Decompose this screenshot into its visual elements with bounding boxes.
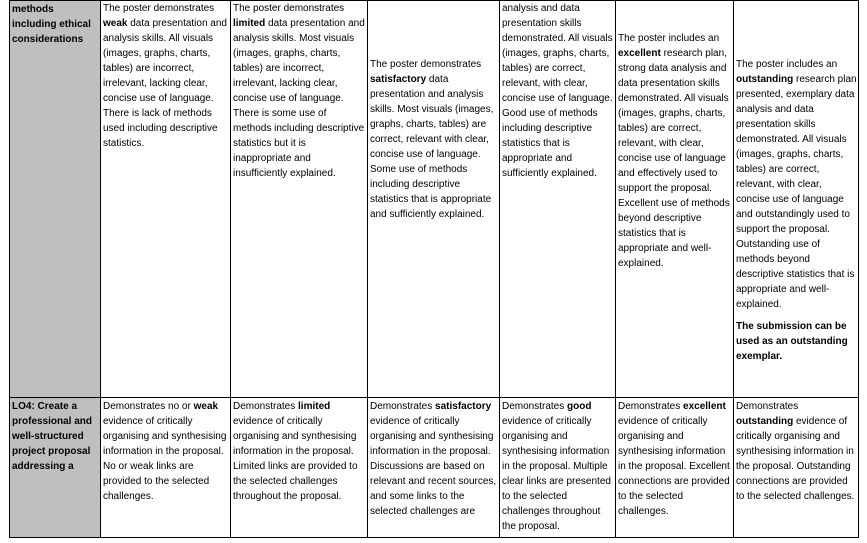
grade-term: limited <box>233 18 266 29</box>
criterion-label: LO4: Create a professional and well-structured project proposal addressing a <box>12 401 93 472</box>
text-post: evidence of critically organising and synthesising information in the proposal. No or weak links are provided to the selected challenges. <box>103 416 227 502</box>
text-post: research plan presented, exemplary data analysis and data presentation skills demonstrated. All visuals (images, graphs, charts, tables) are correct, relevant, with clear, concise use of language and outstandingly used to support the proposal. Outstanding use of methods beyond descriptive statistics that is appropriate and well-explained. <box>736 74 857 310</box>
satisfactory-descriptor-cell <box>368 1 500 398</box>
text-pre: The poster includes an <box>736 59 838 70</box>
grade-term: satisfactory <box>435 401 492 412</box>
grade-term: excellent <box>618 48 661 59</box>
criterion-cell <box>10 398 101 538</box>
text-pre: Demonstrates <box>736 401 799 412</box>
grade-term: weak <box>103 18 128 29</box>
text-pre: The poster demonstrates <box>370 59 482 70</box>
grade-term: weak <box>193 401 219 412</box>
weak-descriptor-cell <box>101 398 231 538</box>
text-pre: The poster demonstrates <box>103 3 215 14</box>
text-post: evidence of critically organising and synthesising information in the proposal. Outstanding connections are provided to the selected challenges. <box>736 416 855 502</box>
text-pre: Demonstrates <box>618 401 684 412</box>
outstanding-descriptor-cell <box>734 1 859 398</box>
good-descriptor-cell <box>500 398 616 538</box>
text-pre: Demonstrates <box>370 401 436 412</box>
text-post: research plan, strong data analysis and data presentation skills demonstrated. All visuals (images, graphs, charts, tables) are correct, relevant, with clear, concise use of language and effectively used to support the proposal. Excellent use of methods beyond descriptive statistics that is appropriate and well-explained. <box>618 48 730 269</box>
text-post: data presentation and analysis skills. All visuals (images, graphs, charts, tables) are incorrect, irrelevant, lacking clear, concise use of language. There is lack of methods used including descriptive statistics. <box>103 18 227 149</box>
text-pre: Demonstrates <box>233 401 299 412</box>
grade-term: limited <box>298 401 331 412</box>
excellent-descriptor-cell <box>616 398 734 538</box>
outstanding-descriptor-cell <box>734 398 859 538</box>
grade-term: outstanding <box>736 74 794 85</box>
text-body: analysis and data presentation skills demonstrated. All visuals (images, graphs, charts, tables) are correct, relevant, with clear, concise use of language. Good use of methods including descriptive statistics that is appropriate and sufficiently explained. <box>502 3 613 179</box>
text-post: evidence of critically organising and synthesising information in the proposal. Excellent connections are provided to the selected challenges. <box>618 416 730 517</box>
text-post: evidence of critically organising and synthesising information in the proposal. Multiple clear links are presented to the selected challenges throughout the proposal. <box>502 416 611 532</box>
criterion-cell <box>10 1 101 398</box>
excellent-descriptor-cell <box>616 1 734 398</box>
rubric-table <box>9 0 859 538</box>
satisfactory-descriptor-cell <box>368 398 500 538</box>
criterion-label: methods including ethical considerations <box>12 4 91 45</box>
exemplar-note: The submission can be used as an outstanding exemplar. <box>736 321 848 362</box>
weak-descriptor-cell <box>101 1 231 398</box>
grade-term: excellent <box>683 401 726 412</box>
rubric-row-methods <box>10 1 859 398</box>
limited-descriptor-cell <box>231 1 368 398</box>
grade-term: outstanding <box>736 416 794 427</box>
text-pre: Demonstrates <box>502 401 568 412</box>
limited-descriptor-cell <box>231 398 368 538</box>
text-post: evidence of critically organising and synthesising information in the proposal. Discussions are based on relevant and recent sources, and some links to the selected challenges are <box>370 416 497 517</box>
text-pre: Demonstrates no or <box>103 401 194 412</box>
text-pre: The poster includes an <box>618 33 720 44</box>
grade-term: good <box>567 401 592 412</box>
text-post: evidence of critically organising and synthesising information in the proposal. Limited links are provided to the selected challenges throughout the proposal. <box>233 416 358 502</box>
good-descriptor-cell <box>500 1 616 398</box>
rubric-row-lo4 <box>10 398 859 538</box>
text-post: data presentation and analysis skills. Most visuals (images, graphs, charts, tables) are correct, relevant with clear, concise use of language. Some use of methods including descriptive statistics that is appropriate and sufficiently explained. <box>370 74 494 220</box>
text-post: data presentation and analysis skills. Most visuals (images, graphs, charts, tables) are incorrect, irrelevant, lacking clear, concise use of language. There is some use of methods including descriptive statistics but it is inappropriate and insufficiently explained. <box>233 18 365 179</box>
text-pre: The poster demonstrates <box>233 3 345 14</box>
grade-term: satisfactory <box>370 74 427 85</box>
